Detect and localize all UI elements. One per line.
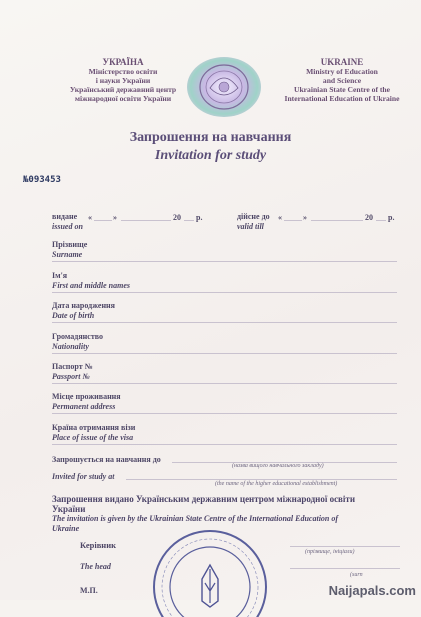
given-en-line-1: The invitation is given by the Ukrainian State Centre of the International Education of <box>52 514 339 523</box>
issued-label-ua: видане <box>52 212 78 221</box>
header-ua-country: УКРАЇНА <box>102 57 144 67</box>
given-en-line-2: Ukraine <box>52 524 80 533</box>
issued-month-line <box>121 220 171 221</box>
valid-month-line <box>311 220 363 221</box>
header-en-line-4: International Education of Ukraine <box>284 94 400 103</box>
field-visa-place <box>52 423 135 442</box>
issued-open-quote: « <box>88 213 92 222</box>
valid-close-quote: » <box>303 213 307 222</box>
valid-year-line <box>376 220 386 221</box>
issued-year-line <box>184 220 194 221</box>
stamp-place-label: М.П. <box>80 586 98 595</box>
head-label-ua: Керівник <box>80 540 116 550</box>
field-nationality <box>52 332 103 351</box>
field-label-ua: Ім'я <box>52 271 68 280</box>
issued-suffix: р. <box>196 213 203 222</box>
valid-day-line <box>284 220 302 221</box>
field-surname <box>52 240 87 259</box>
header-en-line-3: Ukrainian State Centre of the <box>293 85 391 94</box>
field-date-of-birth <box>52 301 115 320</box>
header-ukrainian <box>48 58 198 103</box>
header-en-line-2: and Science <box>322 76 362 85</box>
invite-label-en-text: Invited for study at <box>52 472 115 481</box>
valid-suffix: р. <box>388 213 395 222</box>
invite-label-ua: Запрошується на навчання до <box>52 455 161 464</box>
head-hint-en: (surn <box>350 572 363 578</box>
header-ua-line-2: і науки України <box>95 76 151 85</box>
issued-year: 20 <box>173 213 181 222</box>
head-hint: (прізвище, ініціали) <box>305 549 355 555</box>
field-line <box>52 292 397 293</box>
head-signature-line-en <box>290 568 400 569</box>
field-address <box>52 392 121 411</box>
issued-close-quote: » <box>113 213 117 222</box>
field-line <box>52 383 397 384</box>
field-label-en: Permanent address <box>52 401 116 411</box>
invite-label-en <box>52 472 114 482</box>
field-label-en: Surname <box>52 249 83 259</box>
field-first-names <box>52 271 130 290</box>
field-label-en: First and middle names <box>52 280 131 290</box>
header-en-line-1: Ministry of Education <box>306 67 378 76</box>
valid-open-quote: « <box>278 213 282 222</box>
field-line <box>52 261 397 262</box>
issued-day-line <box>94 220 112 221</box>
invite-line-en <box>126 479 397 480</box>
official-stamp <box>150 527 270 617</box>
given-ua-line-2: України <box>52 504 86 514</box>
header-en-country: UKRAINE <box>320 57 364 67</box>
head-label-en: The head <box>80 562 111 571</box>
title-english: Invitation for study <box>154 148 267 163</box>
field-label-ua: Країна отримання візи <box>52 423 136 432</box>
valid-label <box>237 212 270 231</box>
header-ua-line-3: Український державний центр <box>69 85 177 94</box>
field-line <box>52 322 397 323</box>
serial-number: №093453 <box>23 175 61 185</box>
valid-label-en: valid till <box>237 221 264 231</box>
issued-label-en: issued on <box>52 221 83 231</box>
valid-label-ua: дійсне до <box>237 212 270 221</box>
field-label-ua: Прізвище <box>52 240 88 249</box>
field-line <box>52 444 397 445</box>
invite-hint-en: (the name of the higher educational establishment) <box>215 481 338 487</box>
field-label-ua: Паспорт № <box>52 362 93 371</box>
field-label-en: Date of birth <box>52 310 95 320</box>
valid-year: 20 <box>365 213 373 222</box>
field-label-en: Nationality <box>52 341 89 351</box>
field-label-ua: Дата народження <box>52 301 115 310</box>
field-label-ua: Місце проживання <box>52 392 121 401</box>
watermark: Naijapals.com <box>328 583 416 598</box>
header-ua-line-1: Міністерство освіти <box>88 67 158 76</box>
field-label-en: Passport № <box>52 371 90 381</box>
field-line <box>52 413 397 414</box>
field-label-ua: Громадянство <box>52 332 104 341</box>
header-ua-line-4: міжнародної освіти України <box>74 94 172 103</box>
hologram-seal <box>186 56 262 118</box>
head-signature-line <box>290 546 400 547</box>
field-passport <box>52 362 93 381</box>
field-line <box>52 353 397 354</box>
issued-label <box>52 212 83 231</box>
field-label-en: Place of issue of the visa <box>52 432 134 442</box>
invite-hint-ua: (назва вищого навчального закладу) <box>232 463 324 469</box>
title-ukrainian: Запрошення на навчання <box>129 130 292 145</box>
given-ua-line-1: Запрошення видано Українським державним центром міжнародної освіти <box>52 494 356 504</box>
header-english <box>262 58 421 103</box>
